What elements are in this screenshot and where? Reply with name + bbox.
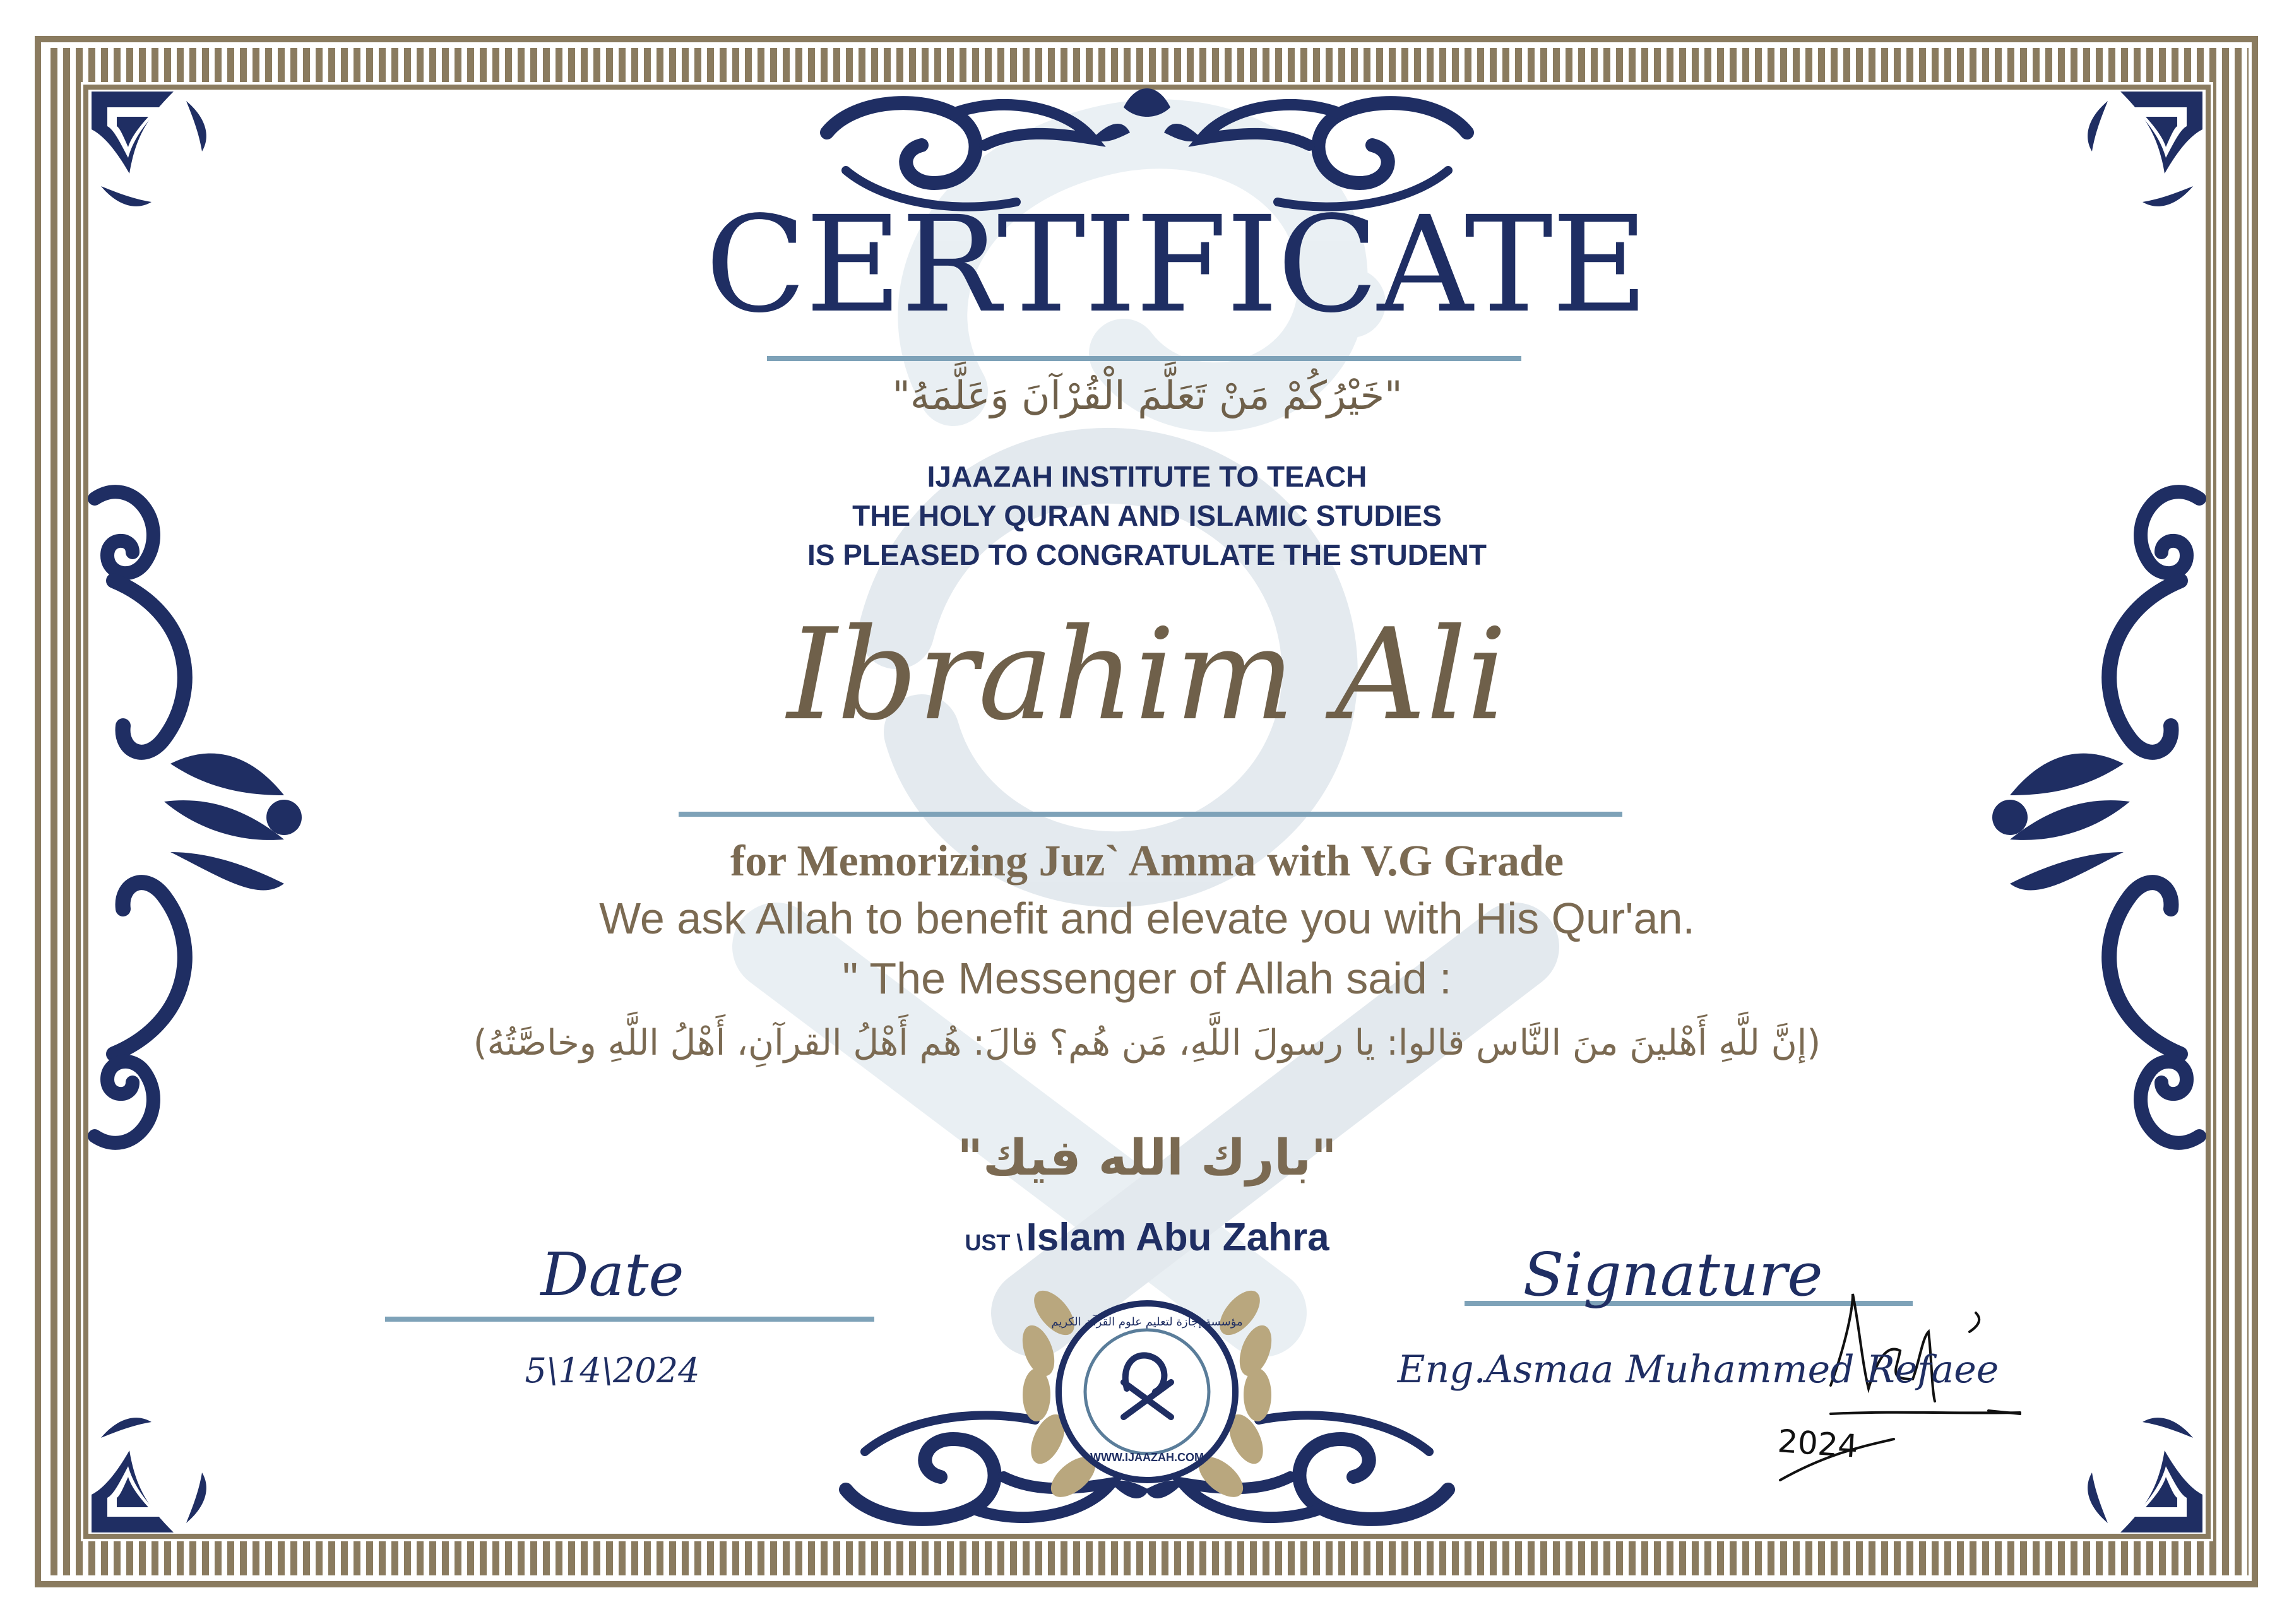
messenger-intro: " The Messenger of Allah said : [842,954,1452,1003]
signature-label: Signature [1523,1240,1823,1310]
teacher-line [831,1215,1463,1260]
date-value: 5\14\2024 [525,1351,700,1390]
hadith-text: (إنَّ للَّهِ أَهْلينَ منَ النَّاس قالوا: يا رسولَ اللَّهِ، مَن هُم؟ قالَ: هُم أَهْلُ القرآنِ، أَهْلُ اللَّهِ وخاصَّتُهُ) [473,1022,1821,1064]
date-label: Date [540,1240,684,1310]
teacher-name: Islam Abu Zahra [1026,1216,1329,1259]
seal-url: WWW.IJAAZAH.COM [1090,1451,1204,1464]
achievement-text: for Memorizing Juz` Amma with V.G Grade [730,837,1564,886]
hatched-border-top [45,48,2247,82]
teacher-prefix: UST \ [965,1230,1023,1255]
institute-line-1: IJAAZAH INSTITUTE TO TEACH [927,460,1367,493]
arabic-motto: "خَيْرُكُمْ مَنْ تَعَلَّمَ الْقُرْآنَ وَعَلَّمَهُ" [892,372,1403,418]
certificate-title: CERTIFICATE [705,187,1648,342]
seal-arabic-text: مؤسسة إجازة لتعليم علوم القرآن الكريم [1051,1315,1243,1329]
hatched-border-bottom [45,1541,2247,1575]
student-name: Ibrahim Ali [787,602,1507,749]
blessing-text: "بارك الله فيك" [957,1130,1337,1187]
signatory-name: Eng.Asmaa Muhammed Refaee [1397,1348,1999,1392]
hatched-border-left [45,48,81,1575]
hatched-border-right [2213,48,2249,1575]
institute-line-3: IS PLEASED TO CONGRATULATE THE STUDENT [807,538,1487,571]
prayer-text: We ask Allah to benefit and elevate you with His Qur'an. [599,894,1695,943]
institute-line-2: THE HOLY QURAN AND ISLAMIC STUDIES [852,499,1442,532]
signature-year: 2024 [1776,1423,1860,1465]
